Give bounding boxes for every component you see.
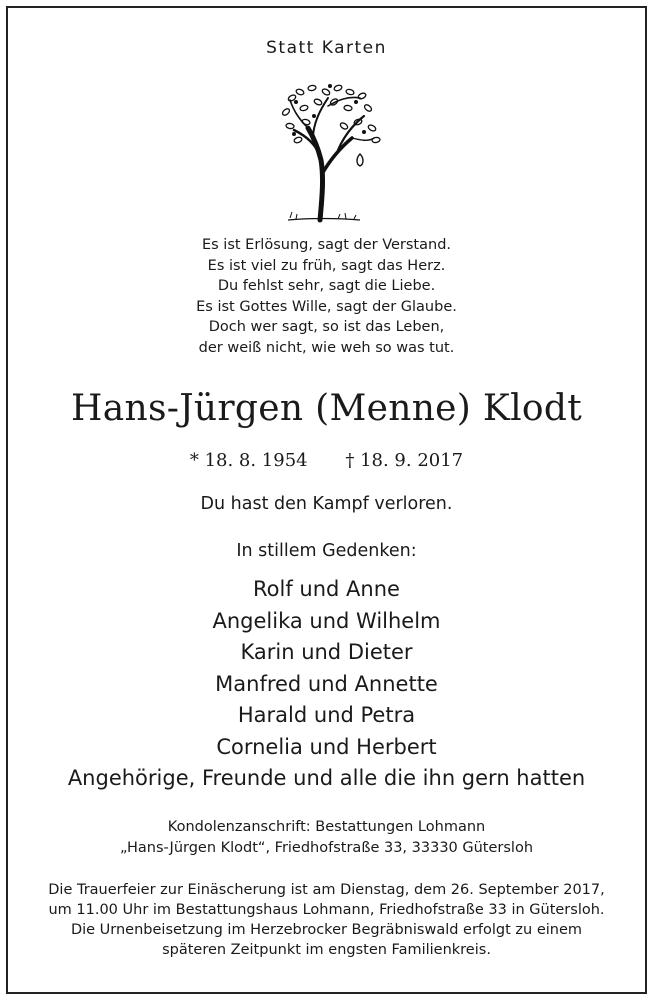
- farewell-message: Du hast den Kampf verloren.: [200, 494, 453, 514]
- birth-date: * 18. 8. 1954: [189, 450, 308, 471]
- life-dates: [0, 450, 653, 471]
- condolence-line: „Hans-Jürgen Klodt“, Friedhofstraße 33, 33330 Gütersloh: [119, 840, 534, 856]
- mourner-line: Cornelia und Herbert: [216, 734, 437, 759]
- gedenken-label: In stillem Gedenken:: [236, 541, 417, 561]
- mourner-line: Angehörige, Freunde und alle die ihn gern hatten: [67, 766, 586, 790]
- poem: [0, 235, 653, 358]
- mourner-line: Rolf und Anne: [253, 577, 400, 601]
- death-date: † 18. 9. 2017: [345, 450, 464, 471]
- poem-line: Es ist Erlösung, sagt der Verstand.: [201, 237, 452, 253]
- tree-illustration-icon: [268, 78, 388, 228]
- poem-line: Es ist Gottes Wille, sagt der Glaube.: [196, 298, 457, 315]
- poem-line: Es ist viel zu früh, sagt das Herz.: [207, 257, 446, 274]
- ceremony-line: späteren Zeitpunkt im engsten Familienkreis.: [162, 942, 491, 958]
- mourners-list: [0, 574, 653, 795]
- mourner-line: Angelika und Wilhelm: [212, 608, 441, 633]
- condolence-line: Kondolenzanschrift: Bestattungen Lohmann: [167, 819, 486, 835]
- ceremony-line: Die Trauerfeier zur Einäscherung ist am Dienstag, dem 26. September 2017,: [48, 882, 605, 898]
- condolence-address: [0, 817, 653, 859]
- deceased-name: Hans-Jürgen (Menne) Klodt: [71, 388, 582, 429]
- ceremony-line: Die Urnenbeisetzung im Herzebrocker Begräbniswald erfolgt zu einem: [70, 922, 583, 938]
- mourner-line: Harald und Petra: [237, 703, 416, 727]
- mourner-line: Manfred und Annette: [215, 671, 438, 696]
- ceremony-line: um 11.00 Uhr im Bestattungshaus Lohmann, Friedhofstraße 33 in Gütersloh.: [48, 902, 605, 918]
- mourner-line: Karin und Dieter: [240, 640, 413, 664]
- poem-line: Doch wer sagt, so ist das Leben,: [208, 319, 445, 335]
- ceremony-info: [0, 880, 653, 960]
- notice-header: Statt Karten: [266, 38, 387, 58]
- poem-line: der weiß nicht, wie weh so was tut.: [198, 339, 455, 356]
- poem-line: Du fehlst sehr, sagt die Liebe.: [217, 278, 436, 294]
